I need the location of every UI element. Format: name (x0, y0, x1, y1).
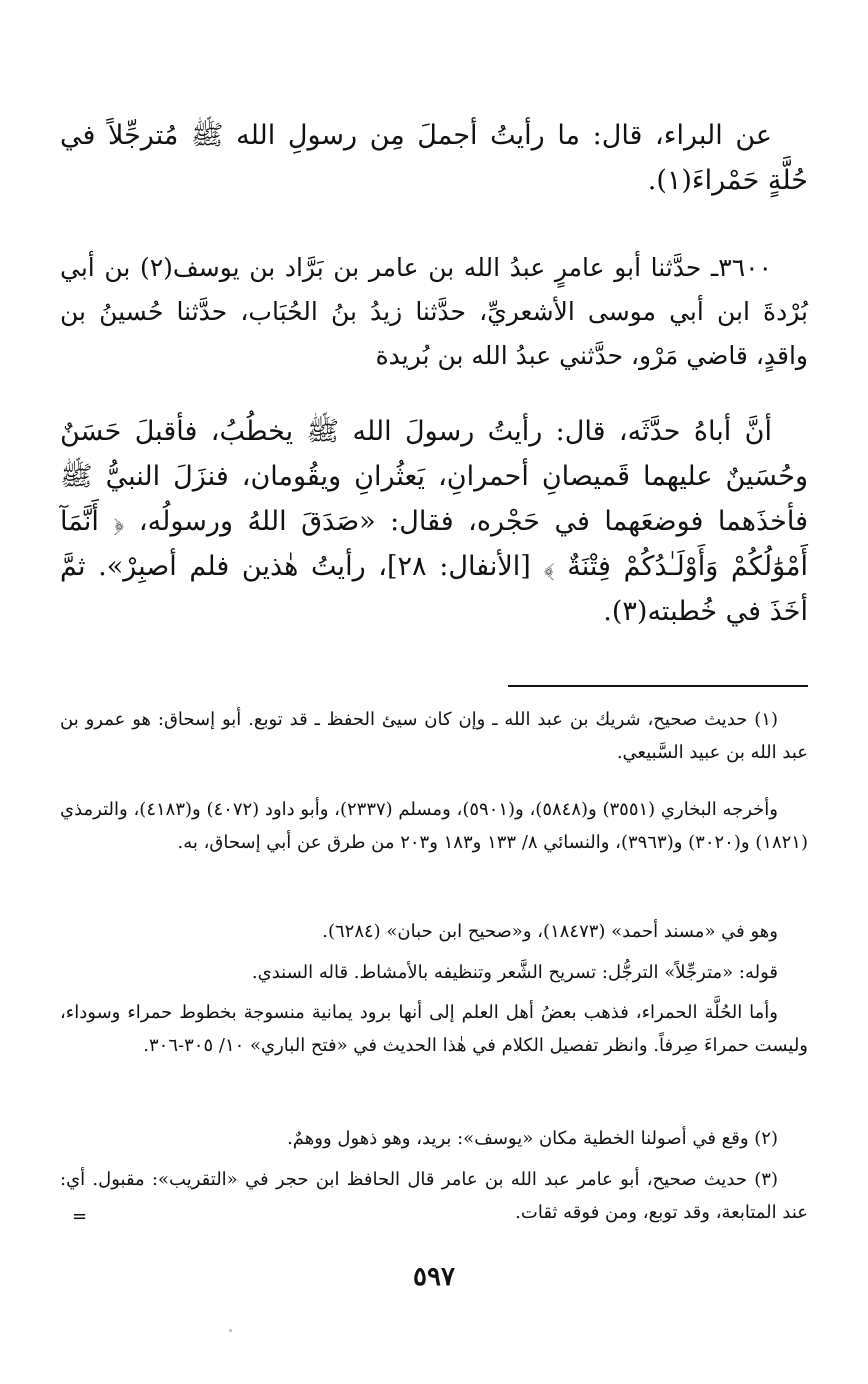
continuation-mark: = (72, 1206, 88, 1227)
hadith-paragraph-1: عن البراء، قال: ما رأيتُ أجملَ مِن رسولِ الله ﷺ مُترجِّلاً في حُلَّةٍ حَمْراءَ(١). (60, 120, 808, 196)
page-number: ٥٩٧ (413, 1262, 455, 1292)
footnote-divider (508, 685, 808, 687)
hadith-text-paragraph: أنَّ أباهُ حدَّثَه، قال: رأيتُ رسولَ الله ﷺ يخطُبُ، فأقبلَ حَسَنٌ وحُسَينٌ عليهما قَميصانِ أحمرانِ، يَعثُرانِ ويقُومان، فنزَلَ النبيُّ ﷺ فأخذَهما فوضعَهما في حَجْره، فقال: «صَدَقَ اللهُ ورسولُه، ﴿ أَنَّمَآ أَمْوَٰلُكُمْ وَأَوْلَـٰدُكُمْ فِتْنَةٌ ﴾ [الأنفال: ٢٨]، رأيتُ هٰذين فلم أصبِرْ». ثمَّ أخَذَ في خُطبته(٣). (60, 416, 808, 627)
footnote-1-musnad: وهو في «مسند أحمد» (١٨٤٧٣)، و«صحيح ابن حبان» (٦٢٨٤). (322, 921, 778, 942)
footnote-1-hulla: وأما الحُلَّة الحمراء، فذهب بعضُ أهل العلم إلى أنها برود يمانية منسوجة بخطوط حمراء وسوداء، وليست حمراءَ صِرفاً. وانظر تفصيل الكلام في هٰذا الحديث في «فتح الباري» ١٠/ ٣٠٥-٣٠٦. (60, 1002, 808, 1056)
footnote-2: (٢) وقع في أصولنا الخطية مكان «يوسف»: بريد، وهو ذهول ووهمٌ. (287, 1128, 778, 1149)
footnote-1: (١) حديث صحيح، شريك بن عبد الله ـ وإن كان سيئ الحفظ ـ قد توبع. أبو إسحاق: هو عمرو بن عبد الله بن عبيد السَّبيعي. (60, 709, 808, 763)
footnote-3: (٣) حديث صحيح، أبو عامر عبد الله بن عامر قال الحافظ ابن حجر في «التقريب»: مقبول. أي: عند المتابعة، وقد توبع، ومن فوقه ثقات. (60, 1169, 808, 1223)
footnote-1-meaning: قوله: «مترجِّلاً» الترجُّل: تسريح الشَّعر وتنظيفه بالأمشاط. قاله السندي. (251, 962, 778, 983)
hadith-chain-paragraph: ٣٦٠٠ـ حدَّثنا أبو عامرٍ عبدُ الله بن عامر بن بَرَّاد بن يوسف(٢) بن أبي بُرْدةَ ابن أبي موسى الأشعريِّ، حدَّثنا زيدُ بنُ الحُبَاب، حدَّثنا حُسينُ بن واقدٍ، قاضي مَرْو، حدَّثني عبدُ الله بن بُريدة (60, 253, 808, 370)
scan-speck (229, 1329, 232, 1332)
footnote-1-sources: وأخرجه البخاري (٣٥٥١) و(٥٨٤٨)، و(٥٩٠١)، ومسلم (٢٣٣٧)، وأبو داود (٤٠٧٢) و(٤١٨٣)، والترمذي (١٨٢١) و(٣٠٢٠) و(٣٩٦٣)، والنسائي ٨/ ١٣٣ و١٨٣ و٢٠٣ من طرق عن أبي إسحاق، به. (60, 799, 808, 853)
